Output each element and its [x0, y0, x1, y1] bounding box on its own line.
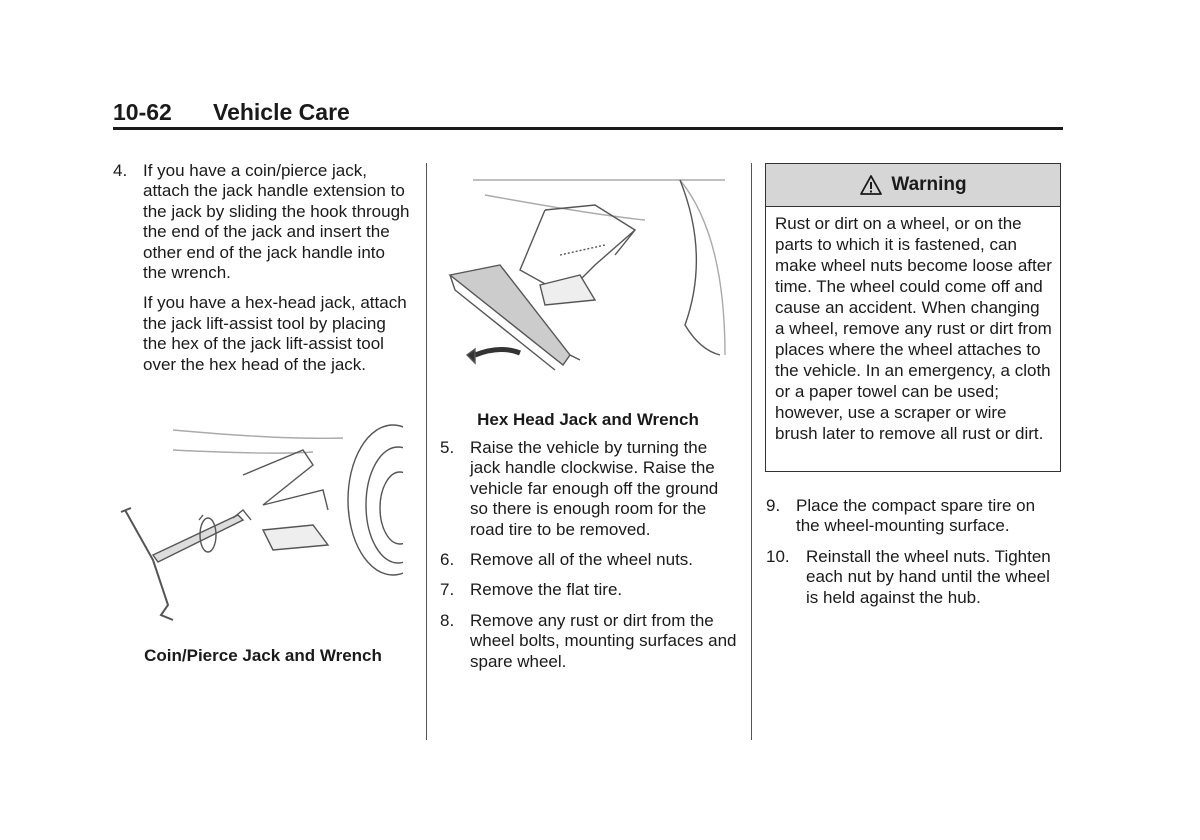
step-text: Remove any rust or dirt from the wheel bolts, mounting surfaces and spare wheel. — [470, 610, 737, 671]
section-title: Vehicle Care — [213, 99, 350, 125]
step-4-paragraph: If you have a hex-head jack, attach the jack lift-assist tool by placing the hex of the jack lift-assist tool over the hex head of the jack. — [143, 293, 407, 374]
header-rule — [113, 127, 1063, 130]
warning-title: Warning — [891, 174, 967, 195]
step-number: 10. — [766, 546, 790, 566]
warning-box — [765, 163, 1061, 472]
step-5 — [440, 438, 738, 540]
step-number: 9. — [766, 496, 781, 515]
warning-triangle-icon — [859, 174, 883, 196]
step-4 — [113, 161, 413, 283]
warning-header — [766, 164, 1060, 207]
step-number: 6. — [440, 550, 455, 570]
step-7 — [440, 580, 738, 600]
figure-caption-left: Coin/Pierce Jack and Wrench — [144, 646, 382, 665]
step-number: 7. — [440, 580, 455, 600]
step-10 — [766, 547, 1062, 608]
step-text: Raise the vehicle by turning the jack handle clockwise. Raise the vehicle far enough off the ground so there is enough room for the road tire to be removed. — [470, 438, 719, 539]
hex-head-jack-illustration — [445, 175, 730, 375]
step-text: Remove the flat tire. — [470, 580, 623, 600]
step-number: 5. — [440, 438, 455, 457]
step-number: 4. — [113, 161, 128, 180]
step-8 — [440, 611, 738, 672]
step-9 — [766, 496, 1062, 537]
right-column — [766, 496, 1062, 618]
left-column — [113, 161, 413, 375]
page-number: 10-62 — [113, 99, 172, 125]
column-divider-2 — [751, 163, 752, 740]
step-text: Place the compact spare tire on the wheel-mounting surface. — [796, 496, 1036, 536]
warning-text: Rust or dirt on a wheel, or on the parts to which it is fastened, can make wheel nuts become loose after time. The wheel could come off and cause an accident. When changing a wheel, remove any rust or dirt from places where the wheel attaches to the vehicle. In an emergency, a cloth or a paper towel can be used; however, use a scraper or wire brush later to remove all rust or dirt. — [775, 214, 1052, 443]
coin-pierce-jack-illustration — [113, 420, 403, 625]
column-divider-1 — [426, 163, 427, 740]
step-text: Reinstall the wheel nuts. Tighten each nut by hand until the wheel is held against the hub. — [806, 546, 1051, 607]
page-header — [113, 99, 350, 126]
figure-caption-middle: Hex Head Jack and Wrench — [477, 410, 699, 429]
middle-column — [440, 438, 738, 682]
step-number: 8. — [440, 610, 455, 630]
step-text: Remove all of the wheel nuts. — [470, 550, 694, 570]
step-text: If you have a coin/pierce jack, attach the jack handle extension to the jack by sliding the hook through the end of the jack and insert the other end of the jack handle into the wrench. — [143, 161, 410, 283]
step-6 — [440, 550, 738, 570]
